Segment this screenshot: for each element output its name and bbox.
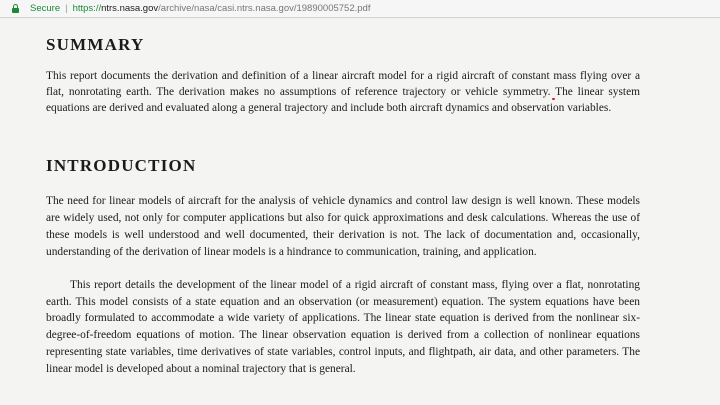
summary-heading: SUMMARY xyxy=(46,35,145,54)
url-path[interactable]: /archive/nasa/casi.ntrs.nasa.gov/19890005752.pdf xyxy=(158,3,371,14)
pdf-page xyxy=(0,19,720,405)
highlighted-text: mass flying over a flat, nonrotating earth. xyxy=(46,70,641,98)
page-bottom-fade xyxy=(0,393,720,405)
introduction-paragraph-2: This report details the development of the linear model of a rigid aircraft of constant mass, flying over a flat, nonrotating earth. This model consists of a state equation and an observation (or measurement) equation. The system equations have been broadly formulated to accommodate a wide variety of applications. The linear state equation is derived from the nonlinear six-degree-of-freedom equations of motion. The linear observation equation is derived from a collection of nonlinear equations representing state variables, time derivatives of state variables, control inputs, and flightpath, air data, and other parameters. The linear model is developed about a nominal trajectory that is general. xyxy=(46,279,640,375)
summary-paragraph xyxy=(46,68,640,116)
introduction-heading: INTRODUCTION xyxy=(46,156,197,175)
summary-text-end: The derivation makes no assumptions of reference trajectory or vehicle symmetry. The linear system equations are derived and evaluated along a general trajectory and include both aircraft dynamics and observation variables. xyxy=(46,86,640,114)
url-scheme[interactable]: https:// xyxy=(72,3,102,14)
address-bar[interactable] xyxy=(0,0,720,18)
security-label: Secure xyxy=(30,3,61,14)
address-separator: | xyxy=(65,3,68,14)
summary-text-start: This report documents the derivation and definition of a linear aircraft model for a rigid aircraft of constant xyxy=(46,70,554,82)
lock-icon xyxy=(12,4,19,13)
introduction-paragraph-1: The need for linear models of aircraft for the analysis of vehicle dynamics and control law design is well known. These models are widely used, not only for computer applications but also for quick approximations and desk calculations. Whereas the use of these models is well understood and well documented, their derivation is not. The lack of documentation and, occasionally, understanding of the derivation of linear models is a hindrance to communication, training, and application. xyxy=(46,195,640,258)
url-host[interactable]: ntrs.nasa.gov xyxy=(101,3,159,14)
